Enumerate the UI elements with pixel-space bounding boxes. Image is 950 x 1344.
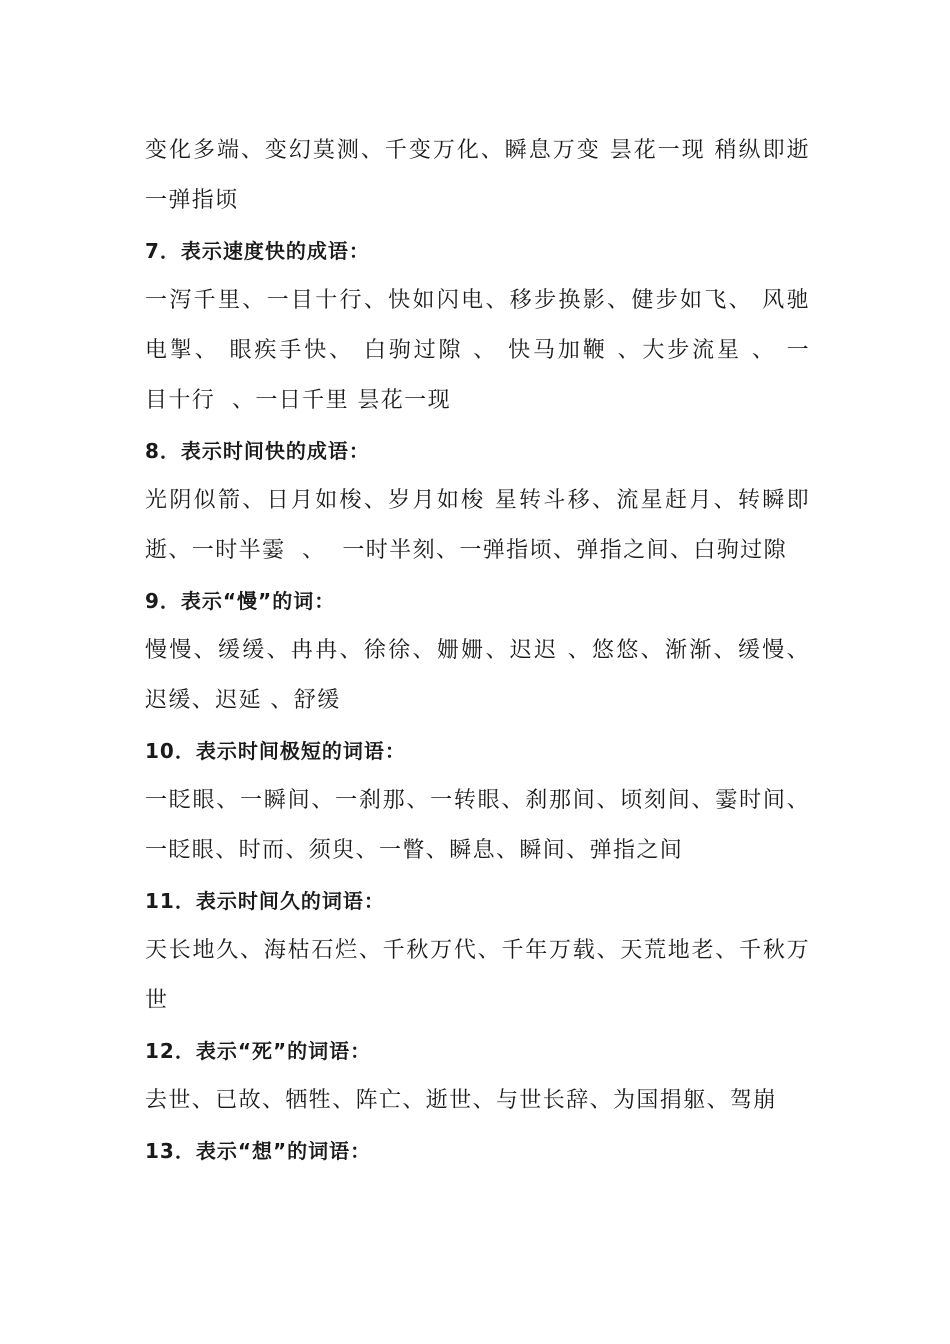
document-page xyxy=(145,126,810,1176)
section-heading-13: 13．表示“想”的词语： xyxy=(145,1139,372,1163)
body-line: 光阴似箭、日月如梭、岁月如梭 星转斗移、流星赶月、转瞬即 xyxy=(145,488,810,513)
section-heading-12: 12．表示“死”的词语： xyxy=(145,1039,372,1063)
body-line: 一眨眼、时而、须臾、一瞥、瞬息、瞬间、弹指之间 xyxy=(145,838,684,863)
body-line: 一泻千里、一目十行、快如闪电、移步换影、健步如飞、 风驰 xyxy=(145,288,810,313)
section-heading-11: 11．表示时间久的词语： xyxy=(145,889,385,913)
body-line: 慢慢、缓缓、冉冉、徐徐、姗姗、迟迟 、悠悠、渐渐、缓慢、 xyxy=(145,638,810,663)
section-heading-7: 7．表示速度快的成语： xyxy=(145,239,370,263)
body-line: 目十行 、一日千里 昙花一现 xyxy=(145,388,451,413)
body-line: 逝、一时半霎 、 一时半刻、一弹指顷、弹指之间、白驹过隙 xyxy=(145,538,787,563)
body-line: 世 xyxy=(145,988,169,1013)
body-line: 天长地久、海枯石烂、千秋万代、千年万载、天荒地老、千秋万 xyxy=(145,938,810,963)
body-line: 去世、已故、牺牲、阵亡、逝世、与世长辞、为国捐躯、驾崩 xyxy=(145,1088,777,1113)
body-line: 一眨眼、一瞬间、一刹那、一转眼、刹那间、顷刻间、霎时间、 xyxy=(145,788,810,813)
body-line: 电掣、 眼疾手快、 白驹过隙 、 快马加鞭 、大步流星 、 一 xyxy=(145,338,810,363)
body-line: 变化多端、变幻莫测、千变万化、瞬息万变 昙花一现 稍纵即逝 xyxy=(145,138,810,163)
body-line: 迟缓、迟延 、舒缓 xyxy=(145,688,341,713)
section-heading-9: 9．表示“慢”的词： xyxy=(145,589,336,613)
section-heading-10: 10．表示时间极短的词语： xyxy=(145,739,406,763)
section-heading-8: 8．表示时间快的成语： xyxy=(145,439,370,463)
body-line: 一弹指顷 xyxy=(145,188,239,213)
